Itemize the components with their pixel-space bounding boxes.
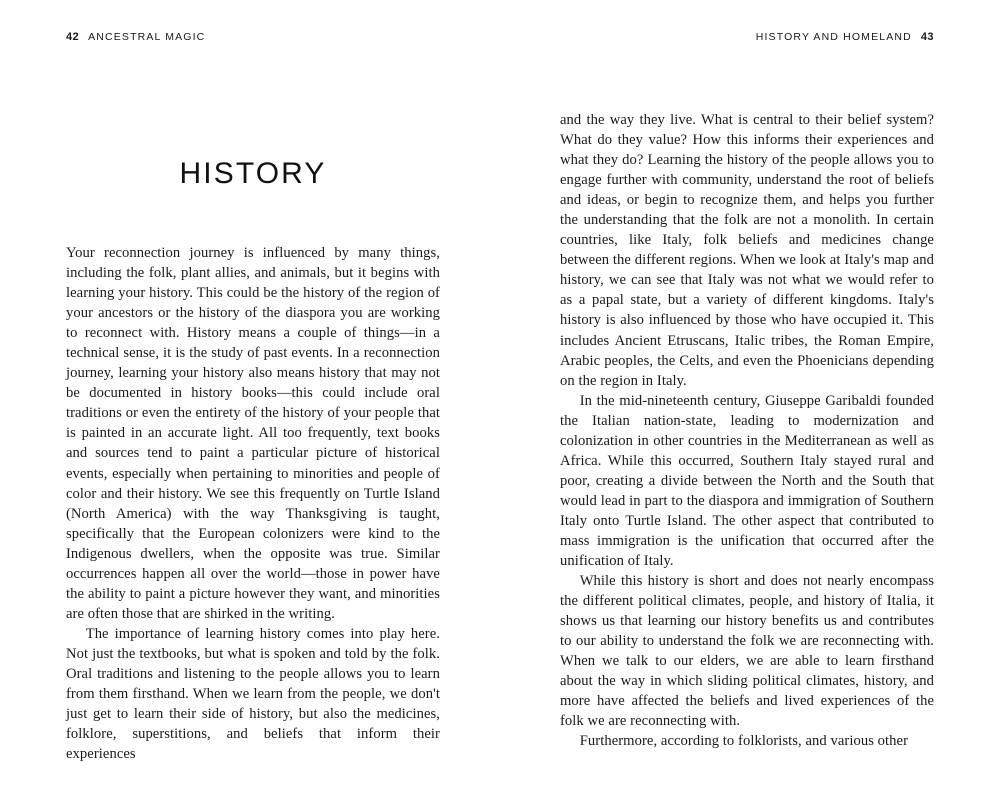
paragraph: Furthermore, according to folklorists, and various other: [579, 733, 909, 750]
paragraph: Your reconnection journey is influenced by many things, including the folk, plant allies, and animals, but it begins with learning your history. This could be the history of the region of your ancestors or the history of the diaspora you are working to reconnect with. History means a couple of things—in a technical sense, it is the study of past events. In a reconnection journey, learning your history also means history that may not be documented in history books—this could include oral traditions or even the entirety of the history of your people that is painted in an accurate light. All too frequently, text books and sources tend to paint a particular picture of historical events, especially when pertaining to minorities and people of color and their history. We see this frequently on Turtle Island (North America) with the way Thanksgiving is taught, specifically that the European colonizers were kind to the Indigenous dwellers, when the opposite was true. Similar occurrences happen all over the world—those in power have the ability to paint a picture however they want, and minorities are often those that are shirked in the writing.: [66, 245, 440, 622]
paragraph: In the mid-nineteenth century, Giuseppe Garibaldi founded the Italian nation-state, leading to modernization and colonization in other countries in the Mediterranean as well as Africa. While this occurred, Southern Italy stayed rural and poor, creating a divide between the North and the South that would lead in part to the diaspora and immigration of Southern Italy onto Turtle Island. The other aspect that contributed to mass immigration is the unification that occurred after the unification of Italy.: [560, 392, 934, 570]
right-page-column: [560, 110, 934, 752]
running-head-left: [66, 31, 205, 43]
paragraph: While this history is short and does not nearly encompass the different political climates, people, and history of Italia, it shows us that learning our history benefits us and contributes to our ability to understand the folk we are reconnecting with. When we talk to our elders, we are able to learn firsthand about the way in which sliding political climates, history, and more have affected the beliefs and lived experiences of the folk we are reconnecting with.: [560, 573, 934, 730]
page-title: HISTORY: [179, 157, 327, 190]
running-head-right: [756, 31, 934, 43]
right-page-body: [560, 110, 934, 752]
left-page-body: [66, 243, 440, 764]
running-head-left-title: ANCESTRAL MAGIC: [88, 31, 206, 43]
paragraph: and the way they live. What is central to their belief system? What do they value? How this informs their experiences and what they do? Learning the history of the people allows you to engage further with community, understand the root of beliefs and ideas, or begin to recognize them, and helps you further the understanding that the folk are not a monolith. In certain countries, like Italy, folk beliefs and medicines change between the different regions. When we look at Italy's map and history, we can see that Italy was not what we would refer to as a papal state, but a variety of different kingdoms. Italy's history is also influenced by those who have occupied it. This includes Ancient Etruscans, Italic tribes, the Roman Empire, Arabic peoples, the Celts, and even the Phoenicians depending on the region in Italy.: [560, 112, 934, 389]
folio-left: 42: [66, 31, 80, 43]
folio-right: 43: [920, 31, 934, 43]
paragraph: The importance of learning history comes into play here. Not just the textbooks, but what is spoken and told by the folk. Oral traditions and listening to the people allows you to learn from them firsthand. When we learn from the people, we don't just get to learn their side of history, but also the medicines, folklore, superstitions, and beliefs that inform their experiences: [66, 625, 440, 763]
running-head-right-title: HISTORY AND HOMELAND: [755, 31, 912, 43]
left-page-column: [66, 110, 440, 764]
